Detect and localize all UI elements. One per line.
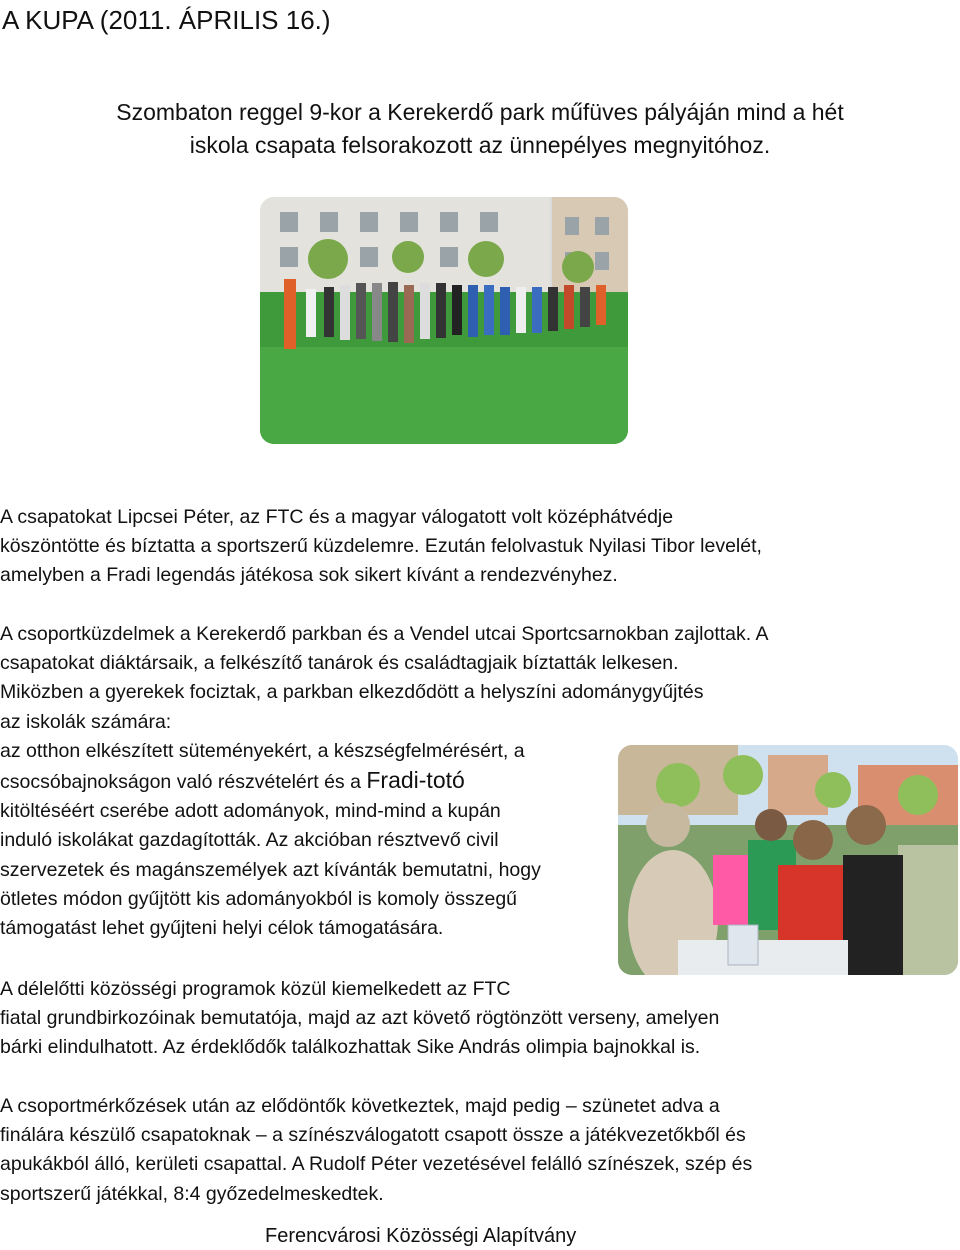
intro-line: iskola csapata felsorakozott az ünnepélyes megnyitóhoz. [189, 132, 771, 158]
text-line: bárki elindulhatott. Az érdeklődők találkozhattak Sike András olimpia bajnokkal is. [0, 1036, 701, 1059]
text-line: finálára készülő csapatoknak – a színészválogatott csapott össze a játékvezetőkből és [0, 1124, 746, 1147]
text-line: A csoportküzdelmek a Kerekerdő parkban és a Vendel utcai Sportcsarnokban zajlottak. A [0, 623, 769, 645]
text-line: fiatal grundbirkozóinak bemutatója, majd az azt követő rögtönzött verseny, amelyen [0, 1007, 720, 1030]
fradi-toto-text: Fradi-totó [366, 767, 465, 794]
intro-line: Szombaton reggel 9-kor a Kerekerdő park műfüves pályáján mind a hét [116, 99, 844, 125]
text-line: Miközben a gyerekek fociztak, a parkban elkezdődött a helyszíni adománygyűjtés [0, 681, 704, 704]
text-line: apukákból álló, kerületi csapattal. A Rudolf Péter vezetésével felálló színészek, szép és [0, 1153, 753, 1176]
text-line: az iskolák számára: [0, 710, 172, 733]
paragraph-welcome [0, 503, 762, 591]
paragraph-final-matches [0, 1092, 752, 1209]
intro-paragraph [0, 96, 960, 162]
text-line: A délelőtti közösségi programok közül kiemelkedett az FTC [0, 978, 511, 1000]
text-line: támogatást lehet gyűjteni helyi célok támogatására. [0, 917, 444, 940]
paragraph-morning-programs [0, 975, 719, 1063]
text-line: A csoportmérkőzések után az elődöntők következtek, majd pedig – szünetet adva a [0, 1095, 720, 1117]
page-title: A KUPA (2011. ÁPRILIS 16.) [2, 5, 331, 35]
text-span: csocsóbajnokságon való részvételért és a [0, 771, 367, 794]
text-line: az otthon elkészített süteményekért, a készségfelmérésért, a [0, 739, 525, 762]
opening-ceremony-photo [260, 197, 628, 444]
text-line: amelyben a Fradi legendás játékosa sok sikert kívánt a rendezvényhez. [0, 564, 618, 587]
footer-signature: Ferencvárosi Közösségi Alapítvány [265, 1225, 577, 1247]
text-line: szervezetek és magánszemélyek azt kívánták bemutatni, hogy [0, 858, 541, 881]
text-line: ötletes módon gyűjtött kis adományokból is komoly összegű [0, 887, 518, 910]
text-line: csapatokat diáktársaik, a felkészítő tanárok és családtagjaik bíztatták lelkesen. [0, 652, 679, 675]
text-line: sportszerű játékkal, 8:4 győzedelmeskedtek. [0, 1182, 384, 1205]
text-line: induló iskolákat gazdagították. Az akcióban résztvevő civil [0, 829, 499, 852]
text-line: kitöltéséért cserébe adott adományok, mind-mind a kupán [0, 800, 501, 823]
donation-stand-photo [618, 745, 958, 975]
text-line: A csapatokat Lipcsei Péter, az FTC és a magyar válogatott volt középhátvédje [0, 506, 674, 528]
text-line: köszöntötte és bíztatta a sportszerű küzdelemre. Ezután felolvastuk Nyilasi Tibor levelét, [0, 535, 762, 558]
